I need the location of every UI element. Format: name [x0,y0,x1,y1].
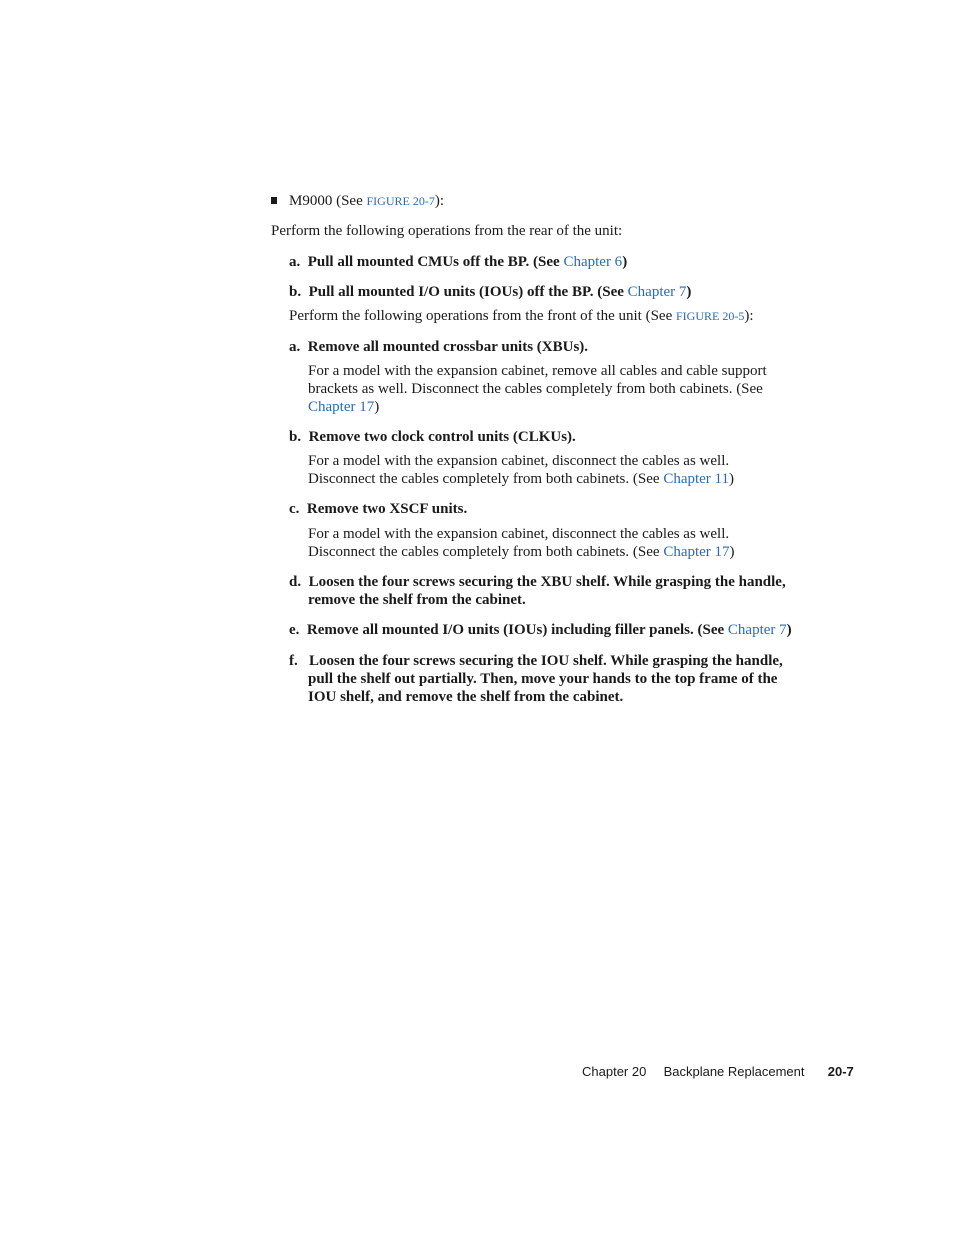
step-letter: b. [289,429,302,445]
front-step-f-line2: pull the shelf out partially. Then, move your hands to the top frame of the [308,671,778,687]
chapter-17-link[interactable]: Chapter 17 [308,399,375,415]
step-letter: e. [289,622,300,638]
step-text: Remove all mounted I/O units (IOUs) including filler panels. (See [306,622,728,638]
step-text: Loosen the four screws securing the XBU shelf. While grasping the handle, [308,574,786,590]
front-step-e [289,621,792,639]
footer-title: Backplane Replacement [663,1064,805,1079]
chapter-7-link[interactable]: Chapter 7 [727,622,787,638]
step-end: ) [786,622,792,638]
front-step-b-body-line1: For a model with the expansion cabinet, disconnect the cables as well. [308,453,730,469]
front-step-d-line2: remove the shelf from the cabinet. [308,592,526,608]
front-step-a-body-line2: brackets as well. Disconnect the cables completely from both cabinets. (See [308,381,763,397]
step-title: Remove two XSCF units. [306,501,468,517]
front-step-a-body-line3 [308,398,379,416]
chapter-6-link[interactable]: Chapter 6 [563,254,623,270]
front-step-f-line1 [289,652,783,670]
front-intro-text: Perform the following operations from the front of the unit (See [289,308,676,324]
step-letter: d. [289,574,302,590]
chapter-7-link[interactable]: Chapter 7 [627,284,687,300]
step-letter: b. [289,284,302,300]
step-end: ) [686,284,692,300]
step-text: Pull all mounted I/O units (IOUs) off the BP. (See [308,284,628,300]
step-letter: f. [289,653,298,669]
chapter-17-link[interactable]: Chapter 17 [663,544,730,560]
rear-step-b [289,283,691,301]
chapter-11-link[interactable]: Chapter 11 [663,471,729,487]
figure-link-20-7[interactable]: FIGURE 20-7 [366,194,435,208]
bullet-marker [271,197,277,204]
bullet-item-end: ): [434,193,445,209]
step-text: Pull all mounted CMUs off the BP. (See [307,254,564,270]
front-step-c-body-line2 [308,543,735,561]
front-step-c-title [289,500,467,518]
step-end: ) [622,254,628,270]
front-intro-end: ): [744,308,754,324]
front-step-a-body-line1: For a model with the expansion cabinet, remove all cables and cable support [308,363,767,379]
footer-page-number: 20-7 [827,1064,854,1079]
front-step-a-title [289,338,588,356]
step-end: ) [729,544,735,560]
step-letter: c. [289,501,300,517]
front-step-f-line3: IOU shelf, and remove the shelf from the cabinet. [308,689,624,705]
step-text: Loosen the four screws securing the IOU shelf. While grasping the handle, [309,653,783,669]
step-body-text: Disconnect the cables completely from both cabinets. (See [308,471,664,487]
rear-step-a [289,253,627,271]
figure-link-20-5[interactable]: FIGURE 20-5 [676,309,745,323]
footer-chapter: Chapter 20 [582,1064,647,1079]
front-intro-paragraph [289,307,754,325]
front-step-d-line1 [289,573,786,591]
step-letter: a. [289,254,301,270]
step-end: ) [729,471,734,487]
step-title: Remove all mounted crossbar units (XBUs). [307,339,589,355]
step-body-text: Disconnect the cables completely from both cabinets. (See [308,544,664,560]
rear-intro-paragraph: Perform the following operations from the rear of the unit: [271,223,623,239]
page-footer [582,1064,854,1079]
bullet-item-text: M9000 (See [289,193,367,209]
step-title: Remove two clock control units (CLKUs). [308,429,576,445]
front-step-c-body-line1: For a model with the expansion cabinet, disconnect the cables as well. [308,526,730,542]
front-step-b-title [289,428,576,446]
step-end: ) [374,399,380,415]
step-letter: a. [289,339,301,355]
front-step-b-body-line2 [308,470,734,488]
bullet-item-m9000 [289,192,444,210]
